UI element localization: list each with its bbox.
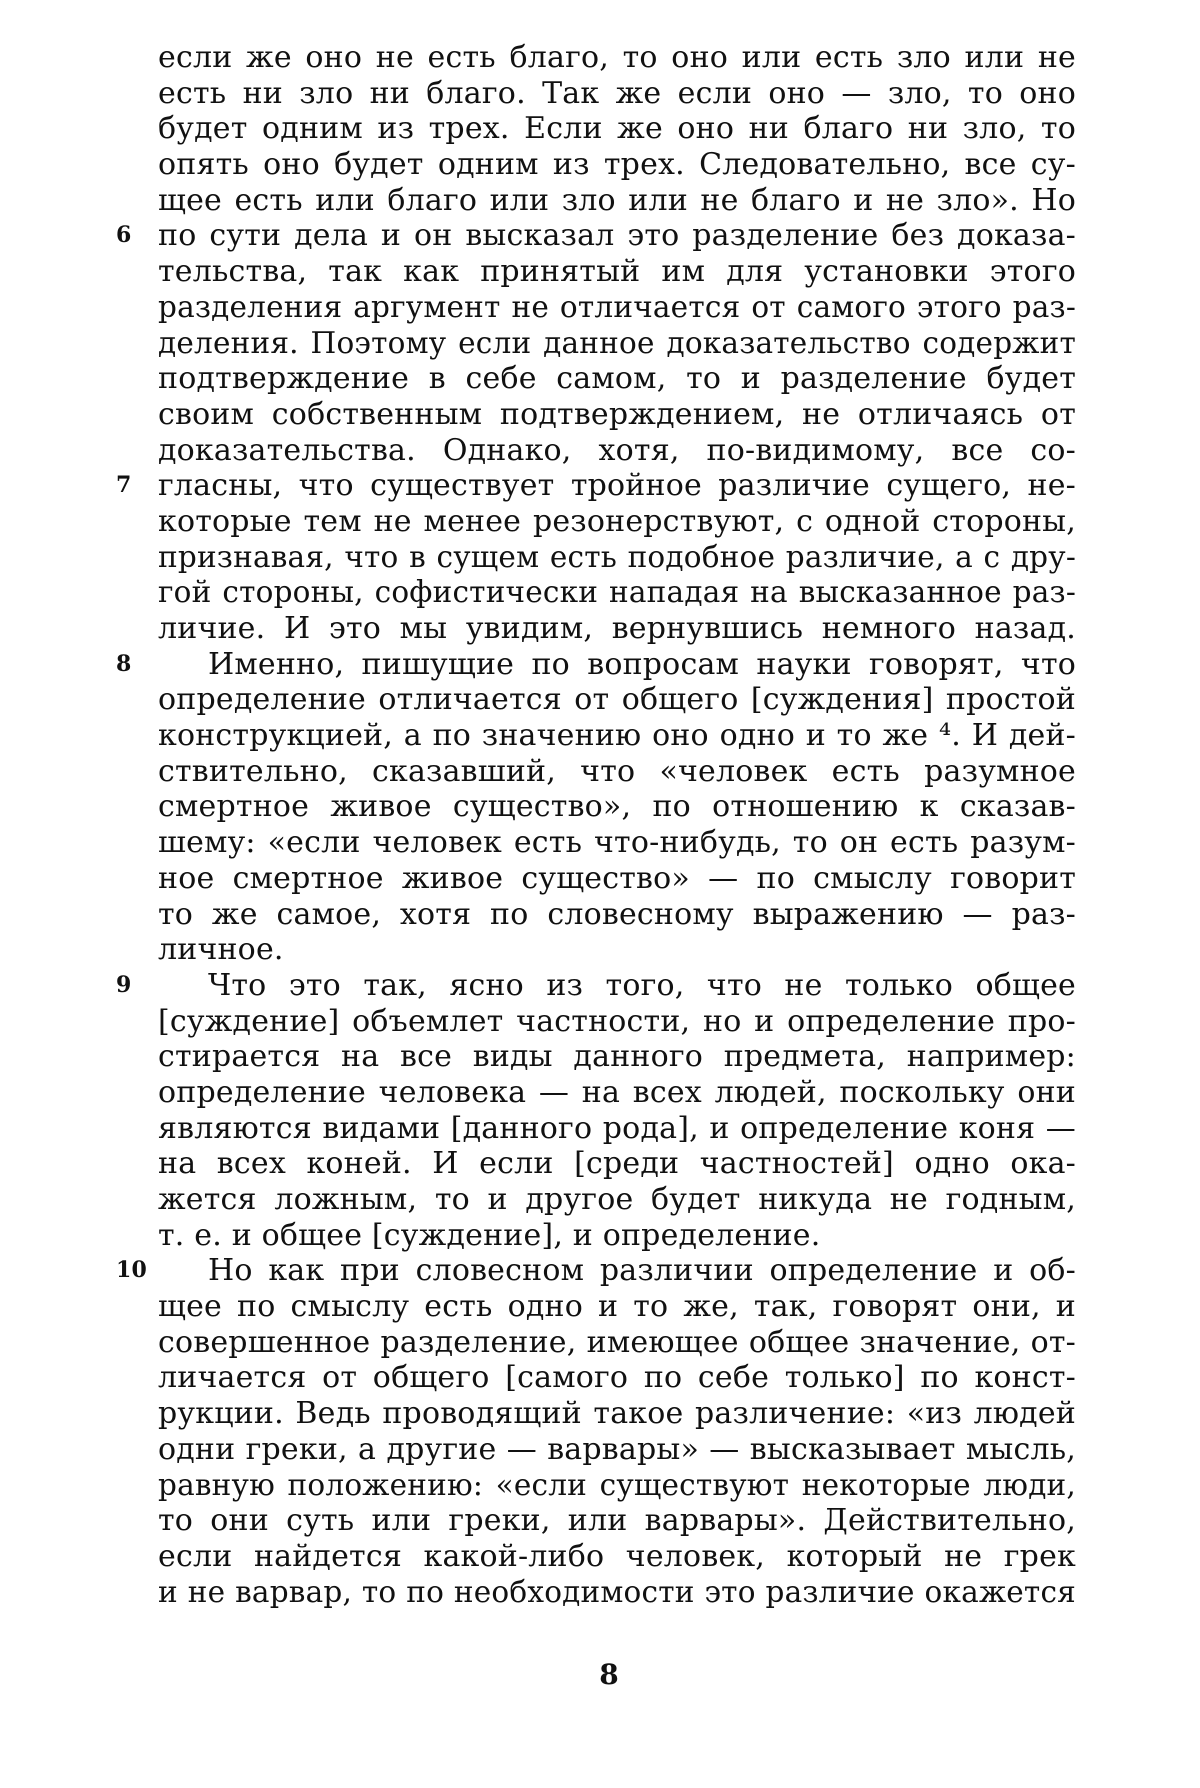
line-text: совершенное разделение, имеющее общее значение, от- <box>158 1324 1076 1360</box>
text-line <box>158 575 1076 611</box>
line-text: [суждение] объемлет частности, но и определение про- <box>158 1003 1076 1039</box>
line-text: доказательства. Однако, хотя, по-видимому, все со- <box>158 432 1076 468</box>
line-text: стирается на все виды данного предмета, например: <box>158 1039 1076 1075</box>
text-line <box>158 1325 1076 1361</box>
line-text: тельства, так как принятый им для установки этого <box>158 254 1076 290</box>
text-line <box>158 433 1076 469</box>
page-number: 8 <box>599 1658 619 1691</box>
text-line <box>158 1039 1076 1075</box>
text-line <box>158 861 1076 897</box>
line-text: определение отличается от общего [суждения] простой <box>158 682 1076 718</box>
text-line <box>158 254 1076 290</box>
line-text: щее по смыслу есть одно и то же, так, говорят они, и <box>158 1289 1076 1325</box>
text-column <box>116 40 1076 1610</box>
line-text: своим собственным подтверждением, не отличаясь от <box>158 396 1076 432</box>
line-text: на всех коней. И если [среди частностей] одно ока- <box>158 1146 1076 1182</box>
text-line <box>158 754 1076 790</box>
text-line <box>158 1111 1076 1147</box>
text-line <box>158 397 1076 433</box>
text-line <box>158 1075 1076 1111</box>
text-line <box>158 504 1076 540</box>
line-text: жется ложным, то и другое будет никуда не годным, <box>158 1182 1076 1217</box>
text-line <box>158 1468 1076 1504</box>
text-line <box>158 290 1076 326</box>
text-line <box>158 40 1076 76</box>
line-text: которые тем не менее резонерствуют, с одной стороны, <box>158 503 1076 539</box>
section-number: 6 <box>116 222 132 249</box>
text-line <box>116 468 1076 504</box>
line-text: ное смертное живое существо» — по смыслу говорит <box>158 860 1076 896</box>
text-line <box>158 1289 1076 1325</box>
section-number: 7 <box>116 472 132 499</box>
text-line <box>158 1539 1076 1575</box>
text-line <box>158 183 1076 219</box>
text-line <box>158 1432 1076 1468</box>
line-text: если найдется какой-либо человек, который не грек <box>158 1538 1076 1574</box>
text-line <box>158 111 1076 147</box>
text-line <box>158 932 1076 968</box>
line-text: личается от общего [самого по себе только] по конст- <box>158 1360 1076 1396</box>
line-text: личное. <box>158 932 284 968</box>
text-line <box>116 967 1076 1004</box>
line-text: есть ни зло ни благо. Так же если оно — зло, то оно <box>158 75 1076 111</box>
line-text: смертное живое существо», по отношению к сказав- <box>158 789 1076 825</box>
text-line <box>158 611 1076 647</box>
text-line <box>116 218 1076 254</box>
line-text: разделения аргумент не отличается от самого этого раз- <box>158 289 1076 324</box>
line-text: шему: «если человек есть что-нибудь, то он есть разум- <box>158 825 1076 861</box>
text-line <box>116 1253 1076 1289</box>
line-text: личие. И это мы увидим, вернувшись немного назад. <box>158 611 1076 646</box>
line-text: опять оно будет одним из трех. Следовательно, все су- <box>158 147 1076 183</box>
line-text: т. е. и общее [суждение], и определение. <box>158 1217 821 1253</box>
line-text: если же оно не есть благо, то оно или есть зло или не <box>158 40 1076 75</box>
line-text: определение человека — на всех людей, поскольку они <box>158 1074 1076 1110</box>
line-text: будет одним из трех. Если же оно ни благо ни зло, то <box>158 111 1076 147</box>
line-text: гой стороны, софистически нападая на высказанное раз- <box>158 575 1076 610</box>
line-text: по сути дела и он высказал это разделение без доказа- <box>158 218 1076 254</box>
section-number: 10 <box>116 1257 148 1284</box>
line-text: рукции. Ведь проводящий такое различение: «из людей <box>158 1396 1076 1432</box>
line-text: Что это так, ясно из того, что не только общее <box>208 967 1076 1003</box>
text-line <box>158 1575 1076 1611</box>
line-text: являются видами [данного рода], и определение коня — <box>158 1110 1076 1146</box>
text-line <box>158 76 1076 112</box>
text-line <box>116 646 1076 683</box>
text-line <box>158 897 1076 933</box>
line-text: гласны, что существует тройное различие сущего, не- <box>158 468 1076 504</box>
line-text: то же самое, хотя по словесному выражению — раз- <box>158 896 1076 932</box>
line-text: равную положению: «если существуют некоторые люди, <box>158 1467 1076 1502</box>
line-text: деления. Поэтому если данное доказательство содержит <box>158 325 1076 360</box>
text-line <box>158 789 1076 825</box>
text-line <box>158 1503 1076 1539</box>
line-text: конструкцией, а по значению оно одно и то же ⁴. И дей- <box>158 718 1076 754</box>
line-text: подтверждение в себе самом, то и разделение будет <box>158 361 1076 397</box>
line-text: Именно, пишущие по вопросам науки говорят, что <box>208 646 1076 682</box>
section-number: 9 <box>116 971 132 998</box>
line-text: признавая, что в сущем есть подобное различие, а с дру- <box>158 539 1076 574</box>
text-line <box>158 361 1076 397</box>
text-line <box>158 147 1076 183</box>
line-text: то они суть или греки, или варвары». Действительно, <box>158 1503 1076 1539</box>
text-line <box>158 682 1076 718</box>
text-line <box>158 1182 1076 1218</box>
text-line <box>158 326 1076 362</box>
line-text: Но как при словесном различии определение и об- <box>208 1253 1076 1289</box>
text-line <box>158 1360 1076 1396</box>
text-line <box>158 1004 1076 1040</box>
text-line <box>158 1218 1076 1254</box>
text-line <box>158 1146 1076 1182</box>
line-text: и не варвар, то по необходимости это различие окажется <box>158 1574 1076 1609</box>
line-text: одни греки, а другие — варвары» — высказывает мысль, <box>158 1431 1076 1467</box>
text-line <box>158 1396 1076 1432</box>
line-text: ствительно, сказавший, что «человек есть разумное <box>158 753 1076 789</box>
text-line <box>158 540 1076 576</box>
line-text: щее есть или благо или зло или не благо и не зло». Но <box>158 182 1076 218</box>
text-line <box>158 825 1076 861</box>
text-line <box>158 718 1076 754</box>
section-number: 8 <box>116 650 132 677</box>
